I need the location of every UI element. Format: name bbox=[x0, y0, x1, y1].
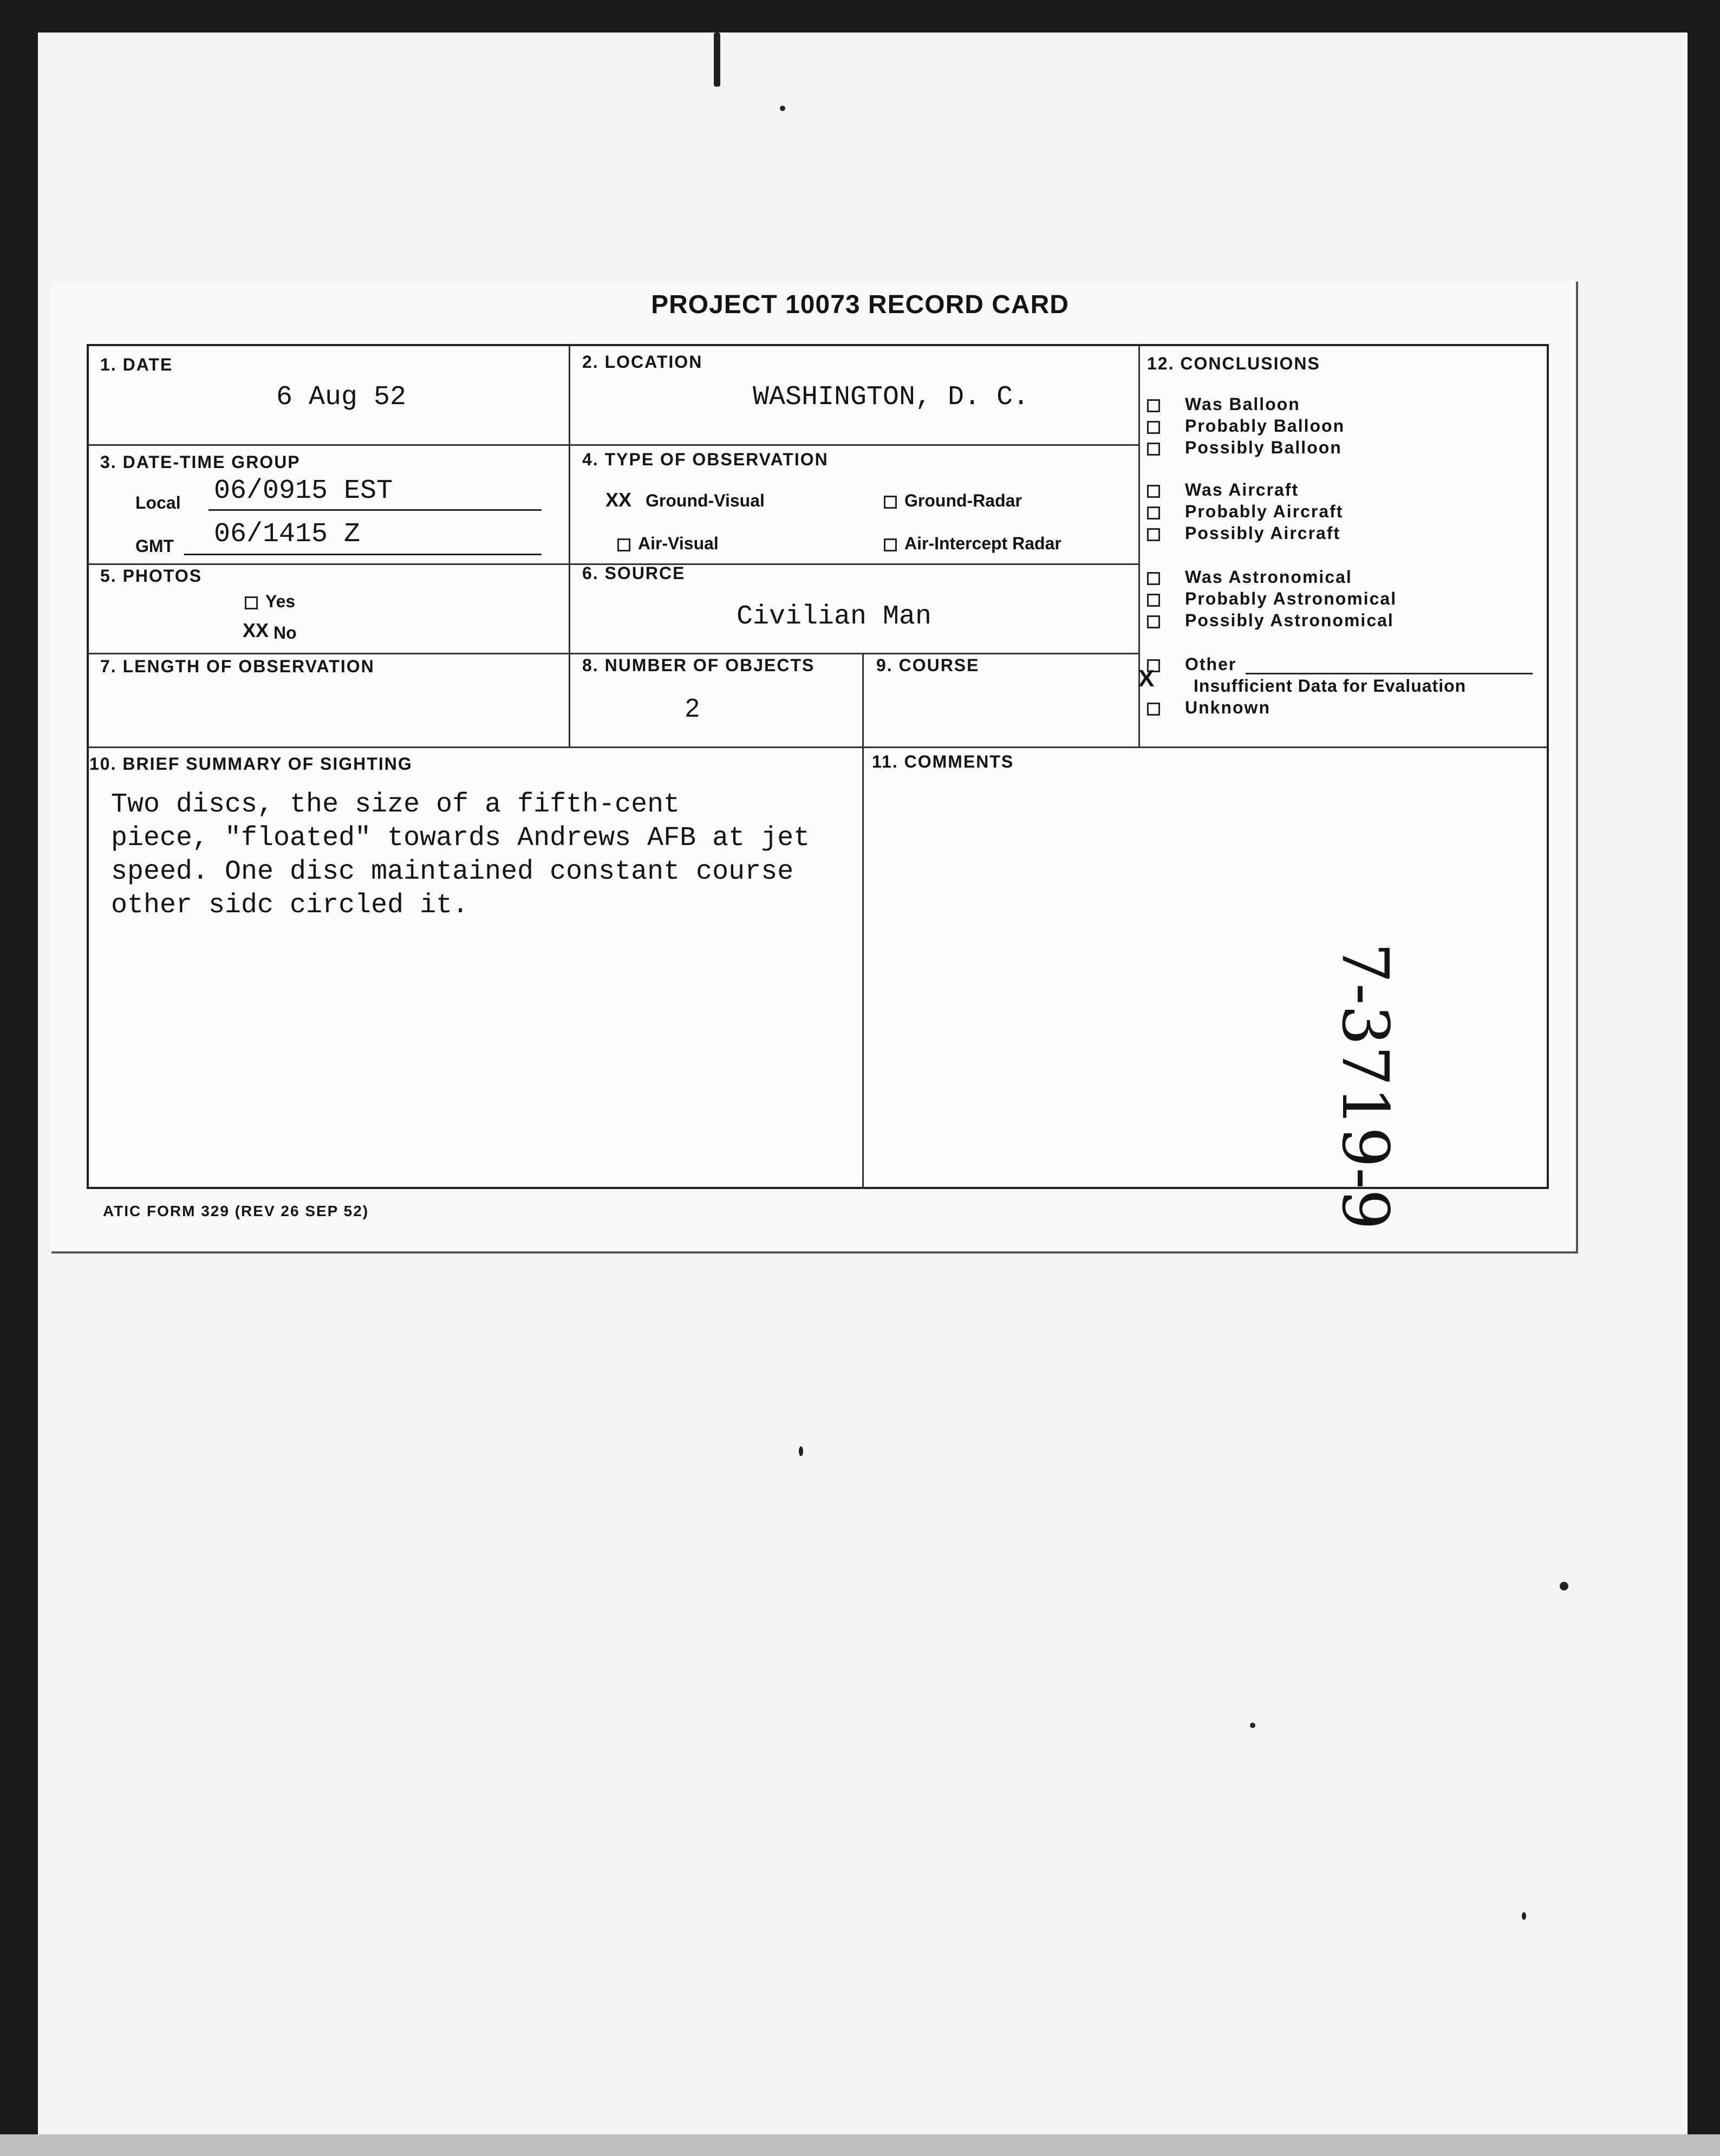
scan-speck bbox=[1250, 1723, 1255, 1728]
grid-line bbox=[569, 346, 570, 746]
ground-visual-check-mark: XX bbox=[605, 489, 632, 511]
checkbox-icon bbox=[617, 538, 630, 551]
gmt-value: 06/1415 Z bbox=[214, 519, 361, 550]
other-underline bbox=[1246, 673, 1533, 674]
source-label: 6. SOURCE bbox=[582, 563, 686, 583]
grid-line bbox=[88, 653, 1138, 654]
conclusion-possibly-aircraft: Possibly Aircraft bbox=[1147, 523, 1340, 543]
checkbox-icon bbox=[1147, 443, 1160, 456]
insufficient-data-check-mark: X bbox=[1138, 665, 1155, 692]
local-time-label: Local bbox=[135, 493, 181, 512]
scan-edge-right bbox=[1688, 0, 1720, 2156]
checkbox-icon bbox=[1147, 703, 1160, 716]
scan-speck bbox=[1560, 1582, 1568, 1590]
handwritten-case-number: 7-3719-9 bbox=[1328, 943, 1403, 1230]
checkbox-icon bbox=[1147, 399, 1160, 412]
date-time-group-label: 3. DATE-TIME GROUP bbox=[100, 452, 301, 472]
checkbox-icon bbox=[1147, 594, 1160, 607]
date-label: 1. DATE bbox=[100, 355, 173, 374]
checkbox-icon bbox=[245, 596, 258, 609]
scan-edge-left bbox=[0, 0, 38, 2156]
photos-yes-option: Yes bbox=[245, 592, 295, 612]
scan-edge-bottom bbox=[0, 2134, 1720, 2156]
local-time-underline bbox=[209, 509, 542, 511]
conclusion-was-aircraft: Was Aircraft bbox=[1147, 480, 1299, 500]
checkbox-icon bbox=[1147, 506, 1160, 519]
checkbox-icon bbox=[1147, 572, 1160, 585]
photos-no-option: No bbox=[273, 623, 297, 642]
location-value: WASHINGTON, D. C. bbox=[753, 382, 1030, 413]
card-title: PROJECT 10073 RECORD CARD bbox=[651, 290, 1069, 319]
source-value: Civilian Man bbox=[737, 601, 932, 632]
length-label: 7. LENGTH OF OBSERVATION bbox=[100, 657, 375, 676]
checkbox-icon bbox=[884, 538, 897, 551]
course-label: 9. COURSE bbox=[876, 655, 980, 675]
air-intercept-radar-option: Air-Intercept Radar bbox=[884, 534, 1061, 554]
grid-line bbox=[862, 654, 864, 1189]
photos-no-check-mark: XX bbox=[243, 619, 269, 641]
ground-visual-option: Ground-Visual bbox=[646, 491, 765, 510]
comments-label: 11. COMMENTS bbox=[872, 752, 1014, 771]
checkbox-icon bbox=[884, 496, 897, 509]
conclusion-was-balloon: Was Balloon bbox=[1147, 394, 1300, 414]
location-label: 2. LOCATION bbox=[582, 352, 703, 372]
checkbox-icon bbox=[1147, 615, 1160, 628]
date-value: 6 Aug 52 bbox=[276, 382, 407, 413]
observation-type-label: 4. TYPE OF OBSERVATION bbox=[582, 450, 829, 469]
photos-label: 5. PHOTOS bbox=[100, 566, 203, 586]
checkbox-icon bbox=[1147, 528, 1160, 541]
local-time-value: 06/0915 EST bbox=[214, 476, 393, 506]
conclusion-unknown: Unknown bbox=[1147, 698, 1271, 718]
conclusion-probably-astronomical: Probably Astronomical bbox=[1147, 589, 1397, 609]
gmt-underline bbox=[184, 554, 542, 555]
summary-text: Two discs, the size of a fifth-cent piece, "floated" towards Andrews AFB at jet speed. One disc maintained constant course other sidc circled it. bbox=[111, 789, 810, 921]
form-footer: ATIC FORM 329 (REV 26 SEP 52) bbox=[103, 1203, 369, 1219]
summary-label: 10. BRIEF SUMMARY OF SIGHTING bbox=[89, 754, 413, 774]
air-visual-option: Air-Visual bbox=[617, 534, 719, 554]
conclusion-probably-aircraft: Probably Aircraft bbox=[1147, 502, 1343, 522]
number-of-objects-value: 2 bbox=[685, 694, 700, 723]
conclusion-possibly-balloon: Possibly Balloon bbox=[1147, 438, 1342, 458]
conclusion-possibly-astronomical: Possibly Astronomical bbox=[1147, 611, 1394, 631]
scan-mark bbox=[714, 33, 720, 87]
scan-speck bbox=[799, 1446, 803, 1456]
scan-edge-top bbox=[0, 0, 1720, 33]
conclusion-probably-balloon: Probably Balloon bbox=[1147, 416, 1345, 436]
grid-line bbox=[88, 746, 1547, 748]
conclusion-other: Other bbox=[1147, 654, 1236, 674]
conclusions-label: 12. CONCLUSIONS bbox=[1147, 354, 1320, 373]
grid-line bbox=[88, 444, 1138, 446]
conclusion-was-astronomical: Was Astronomical bbox=[1147, 567, 1352, 587]
gmt-label: GMT bbox=[135, 536, 174, 556]
conclusion-insufficient-data: Insufficient Data for Evaluation bbox=[1194, 676, 1467, 696]
scan-speck bbox=[780, 106, 785, 111]
scan-speck bbox=[1522, 1912, 1526, 1920]
checkbox-icon bbox=[1147, 485, 1160, 498]
checkbox-icon bbox=[1147, 421, 1160, 434]
ground-radar-option: Ground-Radar bbox=[884, 491, 1022, 511]
number-of-objects-label: 8. NUMBER OF OBJECTS bbox=[582, 655, 815, 675]
